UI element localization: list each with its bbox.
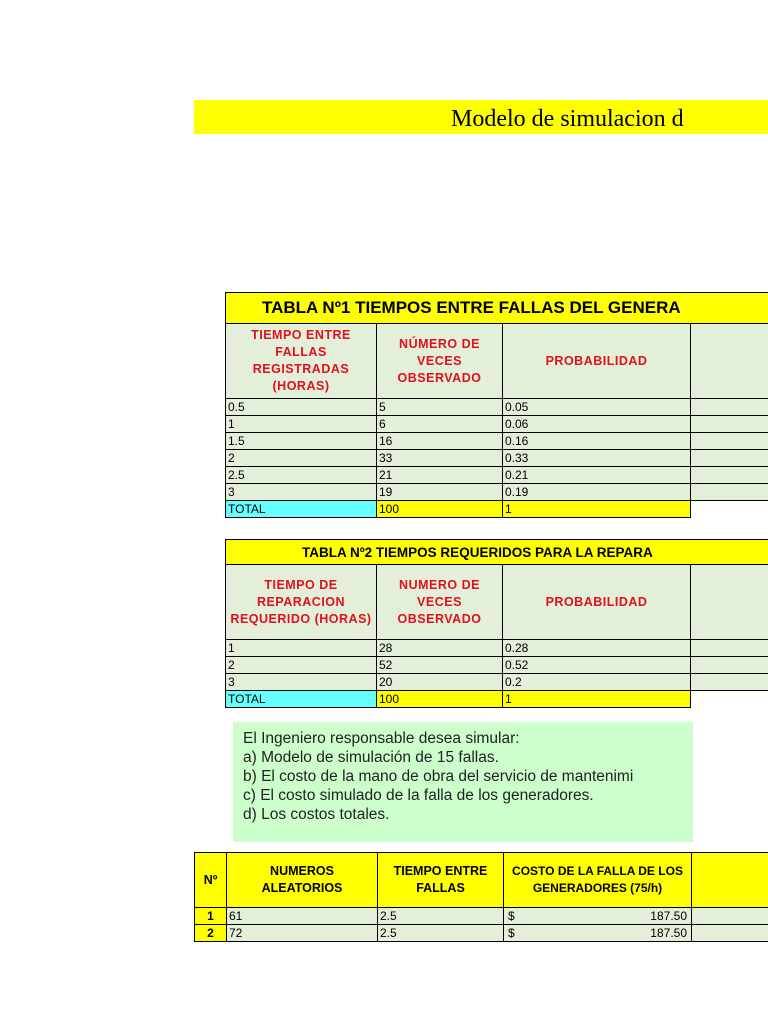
table-row (226, 416, 768, 433)
table3-time: 2.5 (378, 908, 504, 925)
table-row (226, 467, 768, 484)
table1-cell: 0.06 (503, 416, 691, 433)
table1-cell: 16 (377, 433, 503, 450)
table-row (226, 484, 768, 501)
table2-total-row (226, 691, 768, 708)
title-bar (194, 100, 768, 134)
instructions-item: b) El costo de la mano de obra del servicio de mantenimi (243, 768, 634, 785)
table3-row-number: 2 (195, 925, 227, 942)
table1-header-prob: PROBABILIDAD (503, 324, 691, 399)
table1-cell: 21 (377, 467, 503, 484)
table2-cell: 28 (377, 640, 503, 657)
table-row (226, 450, 768, 467)
table2-caption-row (226, 540, 768, 565)
table2-total-count: 100 (377, 691, 503, 708)
table1-header-count: NÚMERO DE VECES OBSERVADO (377, 324, 503, 399)
table1-cell: 19 (377, 484, 503, 501)
table-row (195, 925, 768, 942)
table2-header-row (226, 565, 768, 640)
table1-header-time: TIEMPO ENTRE FALLAS REGISTRADAS (HORAS) (226, 324, 377, 399)
table3-header-cost: COSTO DE LA FALLA DE LOS GENERADORES (75/h) (504, 853, 692, 908)
table1-caption-row (226, 293, 768, 324)
currency-symbol: $ (508, 909, 515, 923)
table1-total-row (226, 501, 768, 518)
table2-cell-extra (691, 657, 768, 674)
table1-cell: 6 (377, 416, 503, 433)
table1-total-prob: 1 (503, 501, 691, 518)
table3-header-number: Nº (195, 853, 227, 908)
table2-cell: 2 (226, 657, 377, 674)
table3-time: 2.5 (378, 925, 504, 942)
table2-total-extra (691, 691, 768, 708)
table3-header-random: NUMEROS ALEATORIOS (227, 853, 378, 908)
table-row (226, 399, 768, 416)
table1-total-extra (691, 501, 768, 518)
instructions-box (233, 722, 693, 842)
cost-value: 187.50 (650, 926, 687, 940)
instructions-item: c) El costo simulado de la falla de los generadores. (243, 787, 594, 804)
table3-row-number: 1 (195, 908, 227, 925)
table1-cell: 2.5 (226, 467, 377, 484)
table3-container (194, 852, 768, 948)
table-row (226, 674, 768, 691)
instructions-item: a) Modelo de simulación de 15 fallas. (243, 749, 499, 766)
failure-times-table (225, 292, 768, 518)
table2-cell: 1 (226, 640, 377, 657)
table1-cell: 3 (226, 484, 377, 501)
table1-cell: 1.5 (226, 433, 377, 450)
table2-cell: 3 (226, 674, 377, 691)
table3-cost (504, 925, 692, 942)
table2-header-time: TIEMPO DE REPARACION REQUERIDO (HORAS) (226, 565, 377, 640)
table3-random: 61 (227, 908, 378, 925)
repair-times-table (225, 539, 768, 708)
table2-caption: TABLA Nº2 TIEMPOS REQUERIDOS PARA LA REPARA (226, 540, 768, 565)
table2-total-label: TOTAL (226, 691, 377, 708)
instructions-intro: El Ingeniero responsable desea simular: (243, 730, 520, 747)
table3-random: 72 (227, 925, 378, 942)
table1-cell-extra (691, 484, 768, 501)
simulation-table (194, 852, 768, 942)
table1-header-row (226, 324, 768, 399)
table1-cell-extra (691, 399, 768, 416)
table3-cell-extra (692, 908, 768, 925)
table1-cell: 0.5 (226, 399, 377, 416)
page-title: Modelo de simulacion d (451, 106, 684, 132)
table3-header-extra (692, 853, 768, 908)
table-row (195, 908, 768, 925)
table1-cell: 33 (377, 450, 503, 467)
table2-header-prob: PROBABILIDAD (503, 565, 691, 640)
table3-cost (504, 908, 692, 925)
table1-cell-extra (691, 450, 768, 467)
instructions-item: d) Los costos totales. (243, 806, 390, 823)
table1-cell: 1 (226, 416, 377, 433)
table1-total-count: 100 (377, 501, 503, 518)
table1-cell: 0.16 (503, 433, 691, 450)
table2-total-prob: 1 (503, 691, 691, 708)
table2-cell: 0.52 (503, 657, 691, 674)
table1-cell-extra (691, 416, 768, 433)
currency-symbol: $ (508, 926, 515, 940)
table2-cell-extra (691, 640, 768, 657)
table1-cell: 0.19 (503, 484, 691, 501)
table2-header-extra (691, 565, 768, 640)
table1-cell: 0.05 (503, 399, 691, 416)
table3-cell-extra (692, 925, 768, 942)
table1-cell-extra (691, 467, 768, 484)
table-row (226, 433, 768, 450)
table3-header-row (195, 853, 768, 908)
table2-cell: 0.28 (503, 640, 691, 657)
table1-caption: TABLA Nº1 TIEMPOS ENTRE FALLAS DEL GENERA (226, 293, 768, 324)
table1-cell: 0.21 (503, 467, 691, 484)
table1-cell: 0.33 (503, 450, 691, 467)
table1-cell: 2 (226, 450, 377, 467)
table1-total-label: TOTAL (226, 501, 377, 518)
cost-value: 187.50 (650, 909, 687, 923)
table1-container (225, 292, 768, 524)
table1-header-extra (691, 324, 768, 399)
table2-cell: 0.2 (503, 674, 691, 691)
table2-cell: 52 (377, 657, 503, 674)
table1-cell-extra (691, 433, 768, 450)
table-row (226, 657, 768, 674)
table-row (226, 640, 768, 657)
table2-cell-extra (691, 674, 768, 691)
table3-header-time: TIEMPO ENTRE FALLAS (378, 853, 504, 908)
table2-cell: 20 (377, 674, 503, 691)
table1-cell: 5 (377, 399, 503, 416)
table2-container (225, 539, 768, 713)
table2-header-count: NUMERO DE VECES OBSERVADO (377, 565, 503, 640)
